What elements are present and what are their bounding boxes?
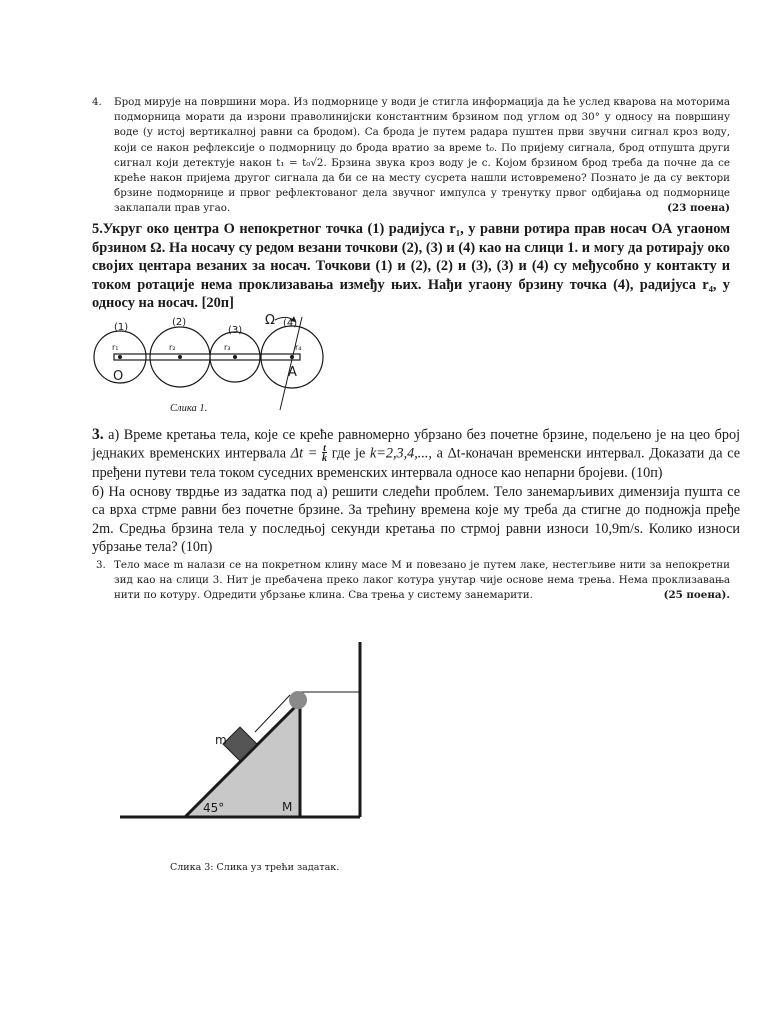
problem-3-part-a-3: , а Δt-коначан временски интервал. Доказати да се пређени путеви тела током суседних временских интервала односе као непарни бројеви. (10п) [92,445,740,482]
problem-4-number: 4. [92,96,102,108]
radius-label-2: r₂ [169,343,176,352]
radius-label-4: r₄ [295,343,302,352]
rotation-axis [280,317,302,410]
center-label-o: O [113,369,124,384]
problem-3-kinematics [92,426,740,556]
wheel-label-4: (4) [283,318,298,329]
carrier-bar [114,354,300,360]
problem-3b-points: (25 поена). [663,589,730,602]
label-angle: 45° [203,801,225,815]
fraction-denominator: k [322,453,328,465]
radius-label-1: r₁ [112,343,119,352]
figure-3-caption: Слика 3: Слика уз трећи задатак. [170,862,340,873]
wheel-label-3: (3) [228,325,243,336]
problem-3-part-a-1: а) Време кретања тела, које се креће равномерно убрзано без почетне брзине, подељено је на цео број једнаких временских интервала [92,427,741,462]
figure-1-caption: Слика 1. [170,403,208,414]
figure-3-wedge [110,640,380,825]
problem-3-part-b: б) На основу тврдње из задатка под а) решити следећи проблем. Тело занемарљивих димензија пушта се са врха стрме равни без почетне брзине. За трећину времена које му треба да стигне до подножја пређе 2m. Средња брзина тела у последњој секунди кретања по стрмој равни износи 10,9m/s. Колико износи убрзање тела? (10п) [92,483,740,556]
problem-3-part-a-2: где је [331,445,370,462]
label-m: m [215,733,227,747]
end-label-a: A [288,365,297,380]
figure-1-wheels [92,312,332,422]
omega-label: Ω [265,313,275,328]
problem-3b-text: Тело масе m налази се на покретном клину масе M и повезано је путем лаке, нестегљиве нити за непокретни зид као на слици 3. Нит је пребачена преко лаког котура унутар чије основе нема трења. Нема проклизавања нити по котуру. Одредити убрзање клина. Сва трења у систему занемарити. [114,559,730,602]
problem-4-points: (23 поена) [667,202,730,215]
problem-3-label: 3. [92,426,104,443]
pulley [289,691,307,709]
fraction-numerator: t [323,443,326,455]
radius-label-3: r₃ [224,343,231,352]
label-M: M [282,800,293,814]
delta-t-formula: Δt = [290,445,318,462]
problem-5-text: 5.Укруг око центра О непокретног точка (1) радијуса r₁, у равни ротира прав носач ОА угаоном брзином Ω. На носачу су редом везани точкови (2), (3) и (4) као на слици 1. и могу да ротирају око својих центара везаних за носач. Точкови (1) и (2), (2) и (3), (3) и (4) су међусобно у контакту и током ротације нема проклизавања између њих. Нађи угаону брзину точка (4), радијуса r₄, у односу на носач. [20п] [92,221,730,311]
fraction-t-over-k [322,444,327,464]
problem-4-text: Брод мирује на површини мора. Из подморнице у води је стигла информација да ће услед кварова на моторима подморница морати да изрони праволинијски константним брзином под углом од 30° у односу на површину воде (у истој вертикалној равни са бродом). Са брода је путем радара пуштен први звучни сигнал кроз воду, који се након рефлексије о подморницу до брода вратио за време t₀. По пријему сигнала, брод отпушта други сигнал који детектује након t₁ = t₀√2. Брзина звука кроз воду је c. Којом брзином брод треба да почне да се креће након пријема другог сигнала да би се на месту сусрета нашли истовремено? Познато је да су вектори брзине подморнице и првог рефлектованог дела звучног импулса у тренутку првог одбијања од подморнице заклапали прав угао. [114,96,730,215]
wheel-label-2: (2) [172,317,187,328]
problem-3-wedge [96,558,730,604]
wheel-label-1: (1) [114,322,129,333]
k-values: k=2,3,4,... [369,445,429,462]
problem-5 [92,220,730,313]
problem-4 [92,95,730,217]
problem-3b-number: 3. [96,559,106,571]
